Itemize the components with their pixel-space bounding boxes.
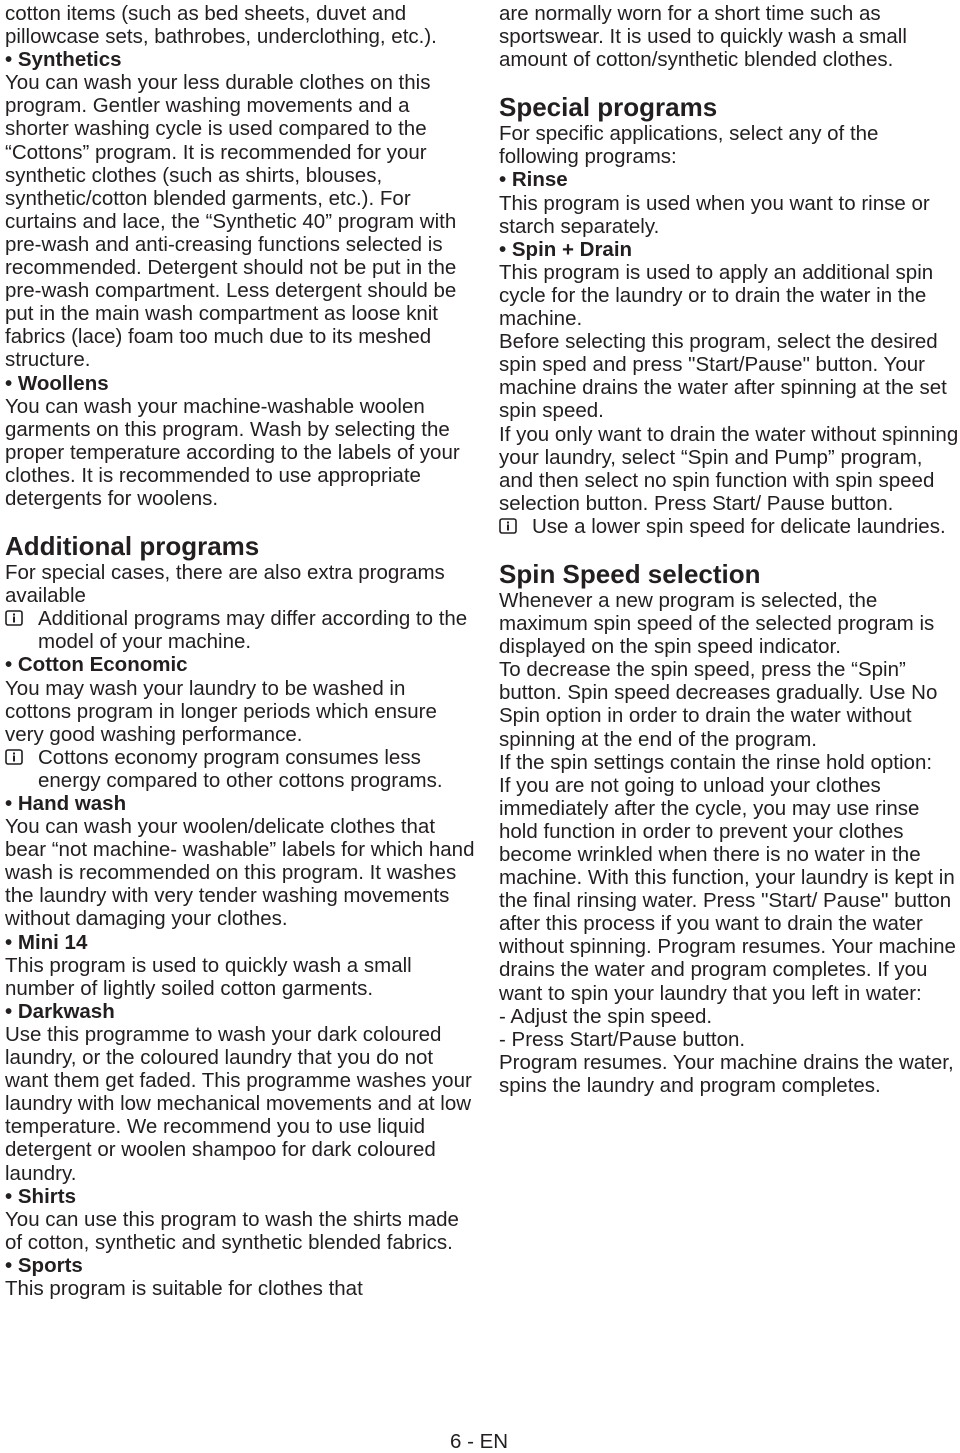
synthetics-title: • Synthetics [5, 48, 122, 72]
cotton-economic-note-text: Cottons economy program consumes less energy compared to other cottons programs. [38, 745, 443, 792]
left-column [5, 2, 475, 1300]
mini14-title: • Mini 14 [5, 930, 88, 954]
sports-title: • Sports [5, 1253, 83, 1277]
hand-wash-text: You can wash your woolen/delicate clothes that bear “not machine- washable” labels for which hand wash is recommended on this program. It washes the laundry with very tender washing movements without damaging your clothes. [5, 815, 475, 931]
rinse-text: This program is used when you want to rinse or starch separately. [499, 191, 930, 238]
spin-speed-p7: Program resumes. Your machine drains the water, spins the laundry and program completes. [499, 1050, 954, 1097]
spin-drain-text-1: This program is used to apply an additional spin cycle for the laundry or to drain the water in the machine. [499, 260, 934, 331]
spin-speed-p5: - Adjust the spin speed. [499, 1004, 713, 1028]
darkwash-title: • Darkwash [5, 999, 115, 1023]
spin-speed-heading: Spin Speed selection [499, 558, 761, 589]
spin-speed-p2: To decrease the spin speed, press the “Spin” button. Spin speed decreases gradually. Use No Spin option in order to drain the water without spinning at the end of the program. [499, 658, 938, 751]
cotton-continued-text: cotton items (such as bed sheets, duvet and pillowcase sets, bathrobes, underclothing, etc.). [5, 2, 437, 49]
special-programs-intro: For specific applications, select any of the following programs: [499, 122, 879, 169]
cotton-economic-note [5, 746, 475, 792]
spin-speed-p3: If the spin settings contain the rinse hold option: [499, 750, 933, 774]
additional-programs-intro: For special cases, there are also extra programs available [5, 561, 445, 608]
spin-drain-note-text: Use a lower spin speed for delicate laundries. [532, 514, 946, 538]
spin-drain-text-2: Before selecting this program, select the desired spin sped and press "Start/Pause" button. Your machine drains the water after spinning at the set spin speed. [499, 330, 947, 423]
info-icon [5, 749, 23, 765]
right-column [499, 2, 959, 1097]
shirts-title: • Shirts [5, 1184, 76, 1208]
synthetics-text: You can wash your less durable clothes on this program. Gentler washing movements and a shorter washing cycle is used compared to the “Cottons” program. It is recommended for your synthetic clothes (such as shirts, blouses, synthetic/cotton blended garments, etc.). For curtains and lace, the “Synthetic 40” program with pre-wash and anti-creasing functions selected is recommended. Detergent should not be put in the pre-wash compartment. Less detergent should be put in the main wash compartment as loose knit fabrics (lace) foam too much due to its meshed structure. [5, 71, 457, 372]
spin-speed-p6: - Press Start/Pause button. [499, 1027, 746, 1051]
hand-wash-title: • Hand wash [5, 792, 127, 815]
spin-speed-p4: If you are not going to unload your clothes immediately after the cycle, you may use rinse hold function in order to prevent your clothes become wrinkled when there is no water in the machine. With this function, your laundry is kept in the final rinsing water. Press "Start/ Pause" button after this process if you want to drain the water without spinning. Program resumes. Your machine drains the water and program completes. If you want to spin your laundry that you left in water: [499, 773, 956, 1005]
additional-programs-heading: Additional programs [5, 531, 260, 562]
cotton-economic-title: • Cotton Economic [5, 653, 188, 677]
shirts-text: You can use this program to wash the shirts made of cotton, synthetic and synthetic blended fabrics. [5, 1207, 459, 1254]
spin-drain-text-3: If you only want to drain the water without spinning your laundry, select “Spin and Pump” program, and then select no spin function with spin speed selection button. Press Start/ Pause button. [499, 422, 959, 515]
rinse-title: • Rinse [499, 168, 568, 192]
woollens-text: You can wash your machine-washable woolen garments on this program. Wash by selecting the proper temperature according to the labels of your clothes. It is recommended to use appropriate detergents for woolens. [5, 394, 460, 510]
spin-speed-p1: Whenever a new program is selected, the maximum spin speed of the selected program is displayed on the spin speed indicator. [499, 588, 935, 659]
page-number: 6 - EN [450, 1430, 509, 1453]
darkwash-text: Use this programme to wash your dark coloured laundry, or the coloured laundry that you do not want them get faded. This programme washes your laundry with low mechanical movements and at low temperature. We recommend you to use liquid detergent or woolen shampoo for dark coloured laundry. [5, 1022, 472, 1185]
sports-continued-text: are normally worn for a short time such as sportswear. It is used to quickly wash a small amount of cotton/synthetic blended clothes. [499, 2, 907, 72]
additional-programs-note-text: Additional programs may differ according to the model of your machine. [38, 607, 468, 654]
additional-programs-note [5, 607, 475, 653]
sports-text: This program is suitable for clothes that [5, 1276, 363, 1300]
woollens-title: • Woollens [5, 371, 109, 395]
special-programs-heading: Special programs [499, 92, 718, 123]
spin-drain-note [499, 515, 959, 538]
cotton-economic-text: You may wash your laundry to be washed in cottons program in longer periods which ensure very good washing performance. [5, 676, 437, 746]
info-icon [5, 610, 23, 626]
mini14-text: This program is used to quickly wash a small number of lightly soiled cotton garments. [5, 953, 412, 1000]
info-icon [499, 518, 517, 534]
spin-drain-title: • Spin + Drain [499, 237, 633, 261]
